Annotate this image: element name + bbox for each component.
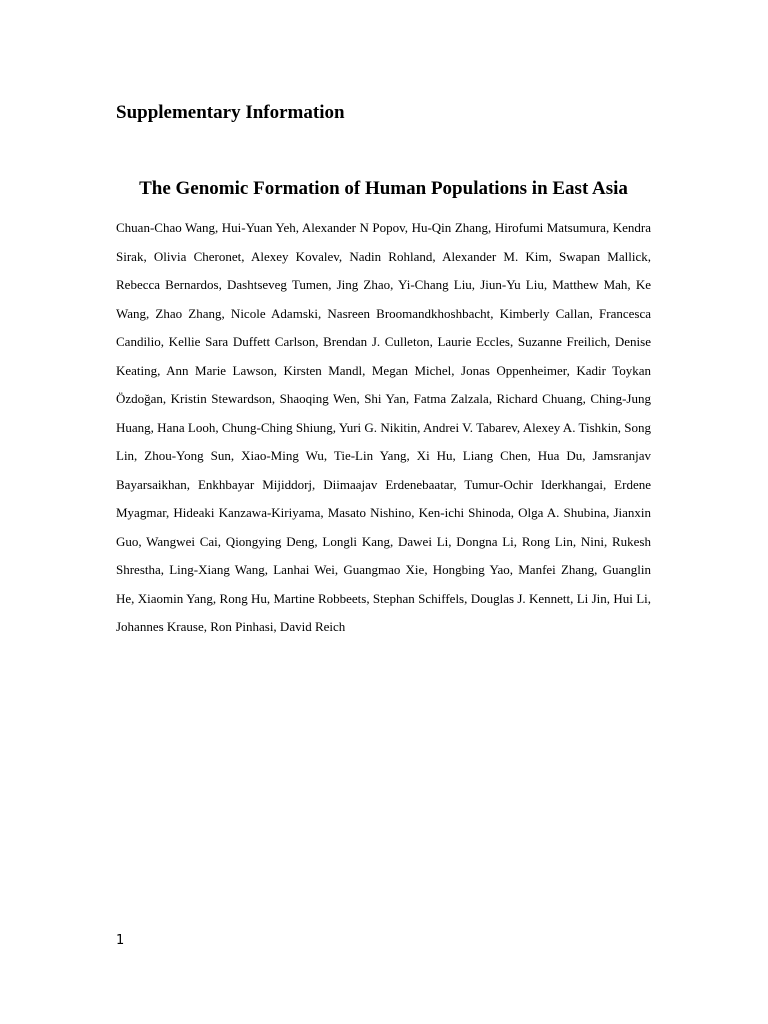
author-list: Chuan-Chao Wang, Hui-Yuan Yeh, Alexander N Popov, Hu-Qin Zhang, Hirofumi Matsumura, Kendra Sirak, Olivia Cheronet, Alexey Kovalev, Nadin Rohland, Alexander M. Kim, Swapan Mallick, Rebecca Bernardos, Dashtseveg Tumen, Jing Zhao, Yi-Chang Liu, Jiun-Yu Liu, Matthew Mah, Ke Wang, Zhao Zhang, Nicole Adamski, Nasreen Broomandkhoshbacht, Kimberly Callan, Francesca Candilio, Kellie Sara Duffett Carlson, Brendan J. Culleton, Laurie Eccles, Suzanne Freilich, Denise Keating, Ann Marie Lawson, Kirsten Mandl, Megan Michel, Jonas Oppenheimer, Kadir Toykan Özdoğan, Kristin Stewardson, Shaoqing Wen, Shi Yan, Fatma Zalzala, Richard Chuang, Ching-Jung Huang, Hana Looh, Chung-Ching Shiung, Yuri G. Nikitin, Andrei V. Tabarev, Alexey A. Tishkin, Song Lin, Zhou-Yong Sun, Xiao-Ming Wu, Tie-Lin Yang, Xi Hu, Liang Chen, Hua Du, Jamsranjav Bayarsaikhan, Enkhbayar Mijiddorj, Diimaajav Erdenebaatar, Tumur-Ochir Iderkhangai, Erdene Myagmar, Hideaki Kanzawa-Kiriyama, Masato Nishino, Ken-ichi Shinoda, Olga A. Shubina, Jianxin Guo, Wangwei Cai, Qiongying Deng, Longli Kang, Dawei Li, Dongna Li, Rong Lin, Nini, Rukesh Shrestha, Ling-Xiang Wang, Lanhai Wei, Guangmao Xie, Hongbing Yao, Manfei Zhang, Guanglin He, Xiaomin Yang, Rong Hu, Martine Robbeets, Stephan Schiffels, Douglas J. Kennett, Li Jin, Hui Li, Johannes Krause, Ron Pinhasi, David Reich xyxy=(116,220,651,634)
supplementary-heading: Supplementary Information xyxy=(116,102,345,123)
page-number: 1 xyxy=(116,933,125,948)
paper-title: The Genomic Formation of Human Populations in East Asia xyxy=(139,178,628,199)
